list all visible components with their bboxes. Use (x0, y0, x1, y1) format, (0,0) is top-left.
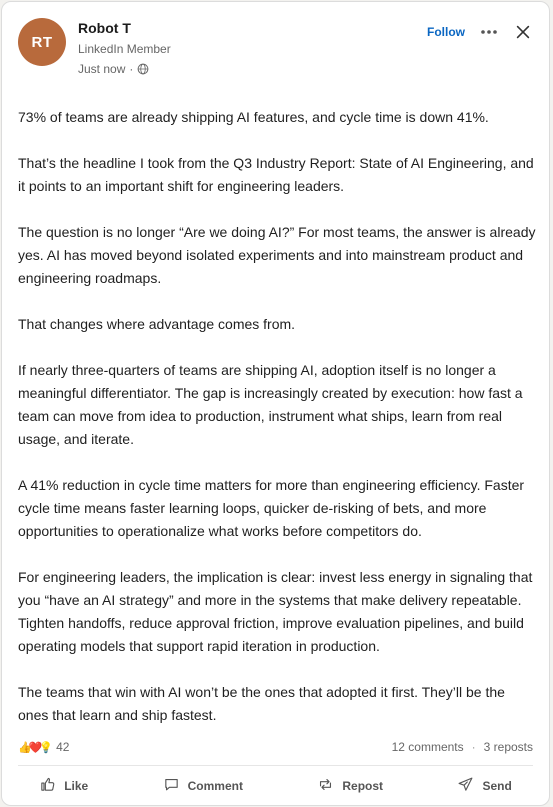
post-paragraph: The question is no longer “Are we doing AI?” For most teams, the answer is already yes. AI has moved beyond isolated experiments and into mainstream product and engineering roadmaps. (18, 224, 536, 286)
stats-separator: · (471, 740, 476, 754)
post-paragraph: If nearly three-quarters of teams are shipping AI, adoption itself is no longer a meaningful differentiator. The gap is increasingly created by execution: how fast a team can move from idea to production, instrument what ships, learn from real usage, and iterate. (18, 362, 523, 447)
avatar[interactable] (18, 18, 66, 66)
send-button[interactable] (447, 772, 521, 800)
like-label: Like (64, 779, 89, 793)
globe-icon (137, 63, 149, 75)
comments-count[interactable]: 12 comments (391, 740, 464, 754)
avatar-initials: RT (31, 33, 53, 51)
post-paragraph: The teams that win with AI won’t be the ones that adopted it first. They’ll be the ones that learn and ship fastest. (18, 684, 505, 723)
like-button[interactable] (29, 772, 98, 800)
post-paragraph: For engineering leaders, the implication is clear: invest less energy in signaling that you “have an AI strategy” and more in the systems that make delivery repeatable. Tighten handoffs, reduce approval friction, improve evaluation pipelines, and build operating models that support rapid iteration in production. (18, 569, 533, 654)
love-icon: ❤️ (28, 741, 43, 754)
time-separator: · (129, 62, 134, 76)
social-action-bar (2, 772, 549, 800)
close-icon[interactable] (513, 22, 533, 42)
reaction-count: 42 (56, 740, 70, 754)
author-meta (78, 18, 171, 77)
post-card (1, 1, 550, 806)
author-subtitle: LinkedIn Member (78, 42, 171, 56)
repost-icon (317, 776, 334, 796)
comment-label: Comment (187, 779, 243, 793)
post-header (18, 18, 533, 82)
header-actions (427, 22, 533, 42)
follow-button[interactable]: Follow (427, 25, 465, 39)
post-paragraph: That’s the headline I took from the Q3 Industry Report: State of AI Engineering, and it points to an important shift for engineering leaders. (18, 155, 534, 194)
send-icon (457, 776, 474, 796)
comment-button[interactable] (153, 772, 253, 800)
post-stats (18, 737, 533, 757)
post-paragraph: That changes where advantage comes from. (18, 316, 296, 332)
reposts-count[interactable]: 3 reposts (483, 740, 533, 754)
repost-button[interactable] (307, 772, 393, 800)
post-timestamp-row (78, 61, 171, 77)
repost-label: Repost (342, 779, 384, 793)
reaction-icons (18, 741, 54, 754)
send-label: Send (482, 779, 512, 793)
thumbs-up-icon (39, 776, 56, 796)
divider (18, 765, 533, 766)
post-time: Just now (78, 62, 126, 76)
insightful-icon: 💡 (39, 741, 54, 754)
post-paragraph: 73% of teams are already shipping AI features, and cycle time is down 41%. (18, 109, 489, 125)
engagement-counts (392, 740, 533, 754)
like-icon: 👍 (18, 741, 32, 754)
reactions-summary[interactable] (18, 740, 69, 754)
author-name[interactable]: Robot T (78, 20, 131, 36)
comment-icon (163, 776, 180, 796)
post-body (18, 106, 538, 750)
post-paragraph: A 41% reduction in cycle time matters for more than engineering efficiency. Faster cycle time means faster learning loops, quicker de-risking of bets, and more opportunities to operationalize what works before competitors do. (18, 477, 525, 539)
more-icon[interactable] (479, 22, 499, 42)
